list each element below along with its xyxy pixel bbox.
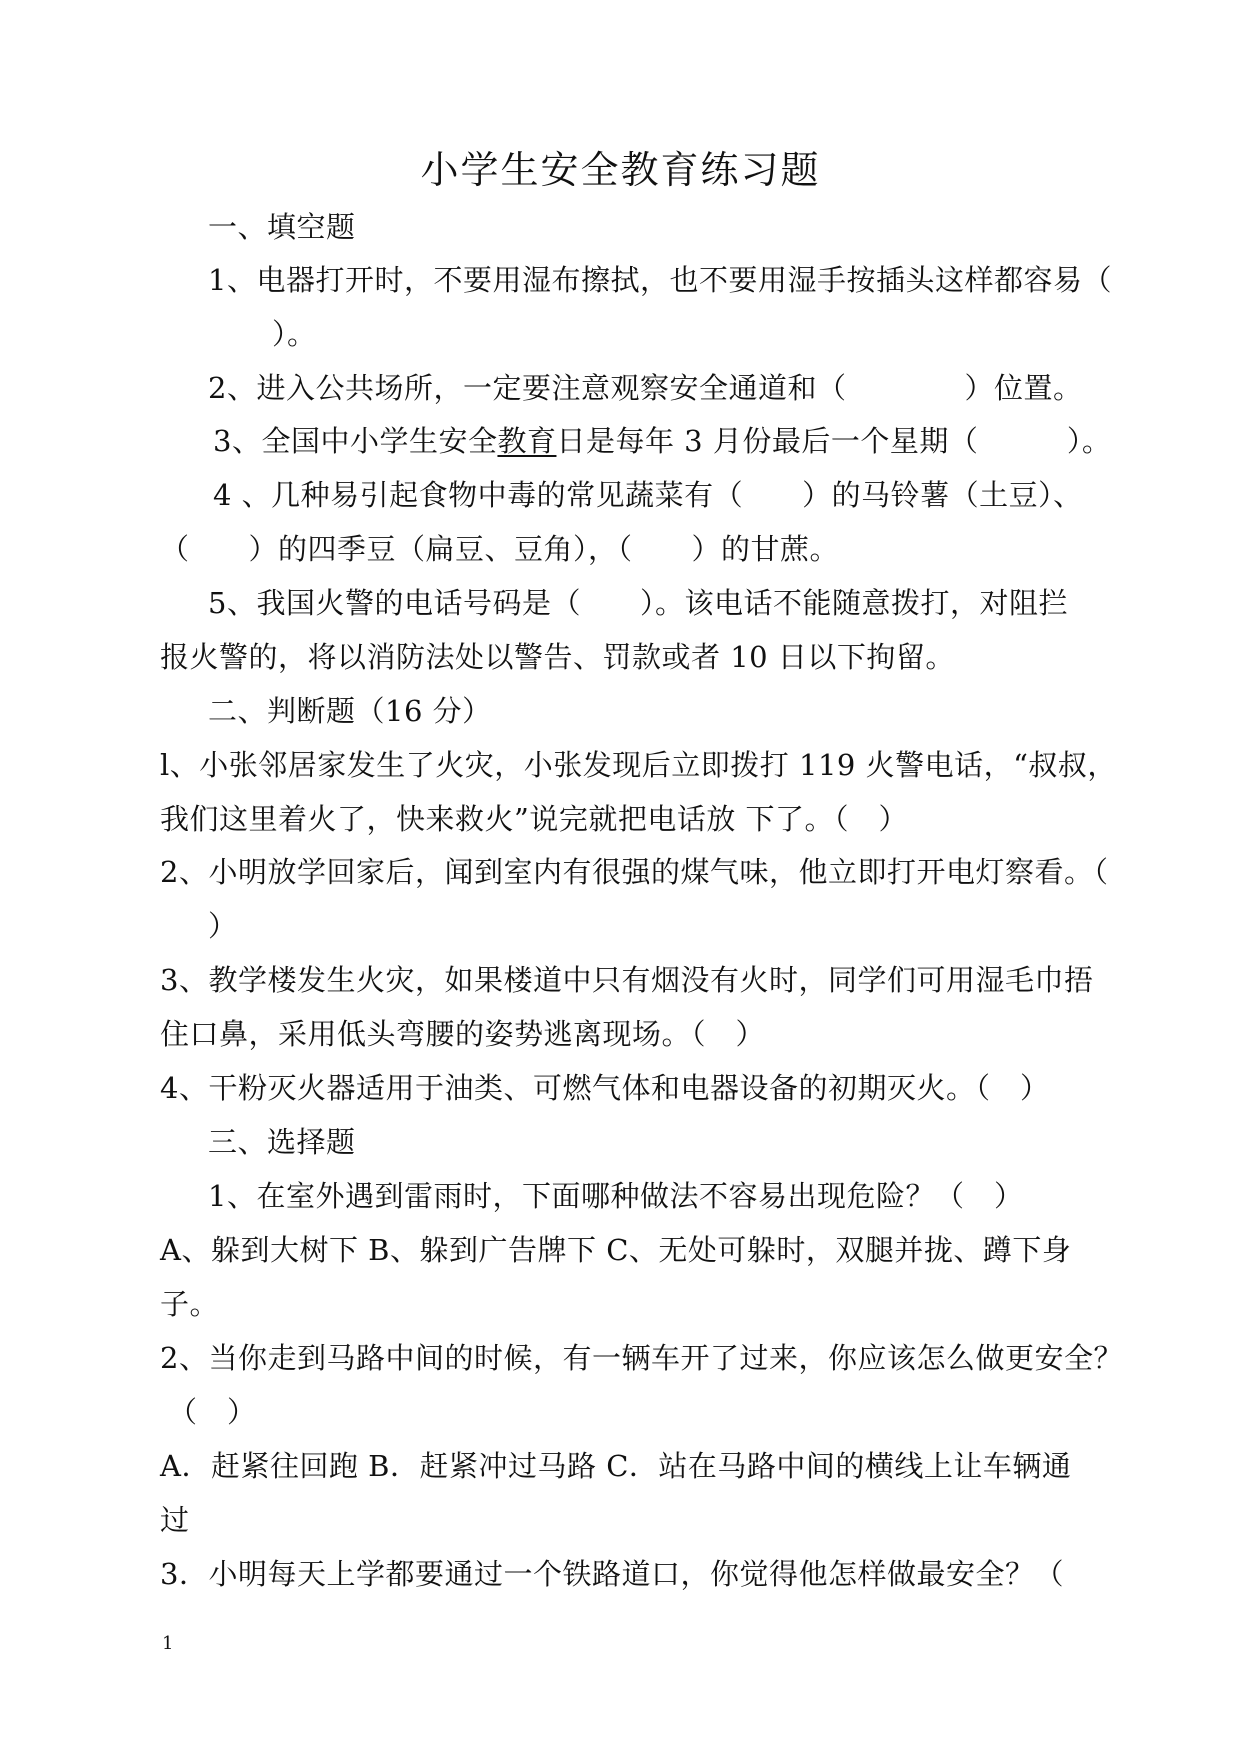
section3-heading: 三、选择题 (208, 1125, 356, 1159)
choice-q2-options-line2: 过 (160, 1503, 190, 1537)
judge-q1-line2: 我们这里着火了，快来救火”说完就把电话放 下了。（ ） (160, 802, 909, 836)
choice-q1-options-line1: A、躲到大树下 B、躲到广告牌下 C、无处可躲时，双腿并拢、蹲下身 (160, 1233, 1072, 1267)
judge-q4: 4、干粉灭火器适用于油类、可燃气体和电器设备的初期灭火。（ ） (160, 1071, 1050, 1105)
judge-q2-line2: ） (208, 909, 238, 943)
page-number: 1 (162, 1633, 174, 1654)
judge-q1-line1: l、小张邻居家发生了火灾，小张发现后立即拨打 119 火警电话，“叔叔， (160, 748, 1117, 782)
section2-heading: 二、判断题（16 分） (208, 694, 492, 728)
fill-q1-line2: ）。 (272, 317, 317, 351)
fill-q3 (213, 423, 1111, 459)
fill-q3-after: 日是每年 3 月份最后一个星期（ ）。 (556, 424, 1112, 458)
fill-q4-line1: 4 、几种易引起食物中毒的常见蔬菜有（ ）的马铃薯（土豆）、 (213, 478, 1083, 512)
section1-heading: 一、填空题 (208, 210, 356, 244)
fill-q1-line1: 1、电器打开时，不要用湿布擦拭，也不要用湿手按插头这样都容易（ (208, 263, 1112, 297)
fill-q4-line2: （ ）的四季豆（扁豆、豆角），（ ）的甘蔗。 (160, 532, 840, 566)
page-title: 小学生安全教育练习题 (420, 148, 821, 192)
choice-q1-options-line2: 子。 (160, 1287, 220, 1321)
fill-q3-before: 3、全国中小学生安全 (213, 424, 498, 458)
choice-q1-stem: 1、在室外遇到雷雨时，下面哪种做法不容易出现危险？（ ） (208, 1179, 1024, 1213)
judge-q3-line2: 住口鼻，采用低头弯腰的姿势逃离现场。（ ） (160, 1017, 766, 1051)
fill-q3-underlined: 教育 (497, 424, 557, 458)
choice-q3-stem: 3．小明每天上学都要通过一个铁路道口，你觉得他怎样做最安全？（ (160, 1557, 1064, 1591)
judge-q3-line1: 3、教学楼发生火灾，如果楼道中只有烟没有火时，同学们可用湿毛巾捂 (160, 963, 1094, 997)
choice-q2-options-line1: A．赶紧往回跑 B．赶紧冲过马路 C．站在马路中间的横线上让车辆通 (160, 1449, 1072, 1483)
fill-q5-line2: 报火警的，将以消防法处以警告、罚款或者 10 日以下拘留。 (160, 640, 955, 674)
fill-q5-line1: 5、我国火警的电话号码是（ ）。该电话不能随意拨打，对阻拦 (208, 586, 1068, 620)
fill-q2: 2、进入公共场所，一定要注意观察安全通道和（ ）位置。 (208, 371, 1083, 405)
choice-q2-stem-line2: （ ） (168, 1395, 257, 1429)
choice-q2-stem-line1: 2、当你走到马路中间的时候，有一辆车开了过来，你应该怎么做更安全？ (160, 1341, 1123, 1375)
judge-q2-line1: 2、小明放学回家后，闻到室内有很强的煤气味，他立即打开电灯察看。（ (160, 855, 1109, 889)
